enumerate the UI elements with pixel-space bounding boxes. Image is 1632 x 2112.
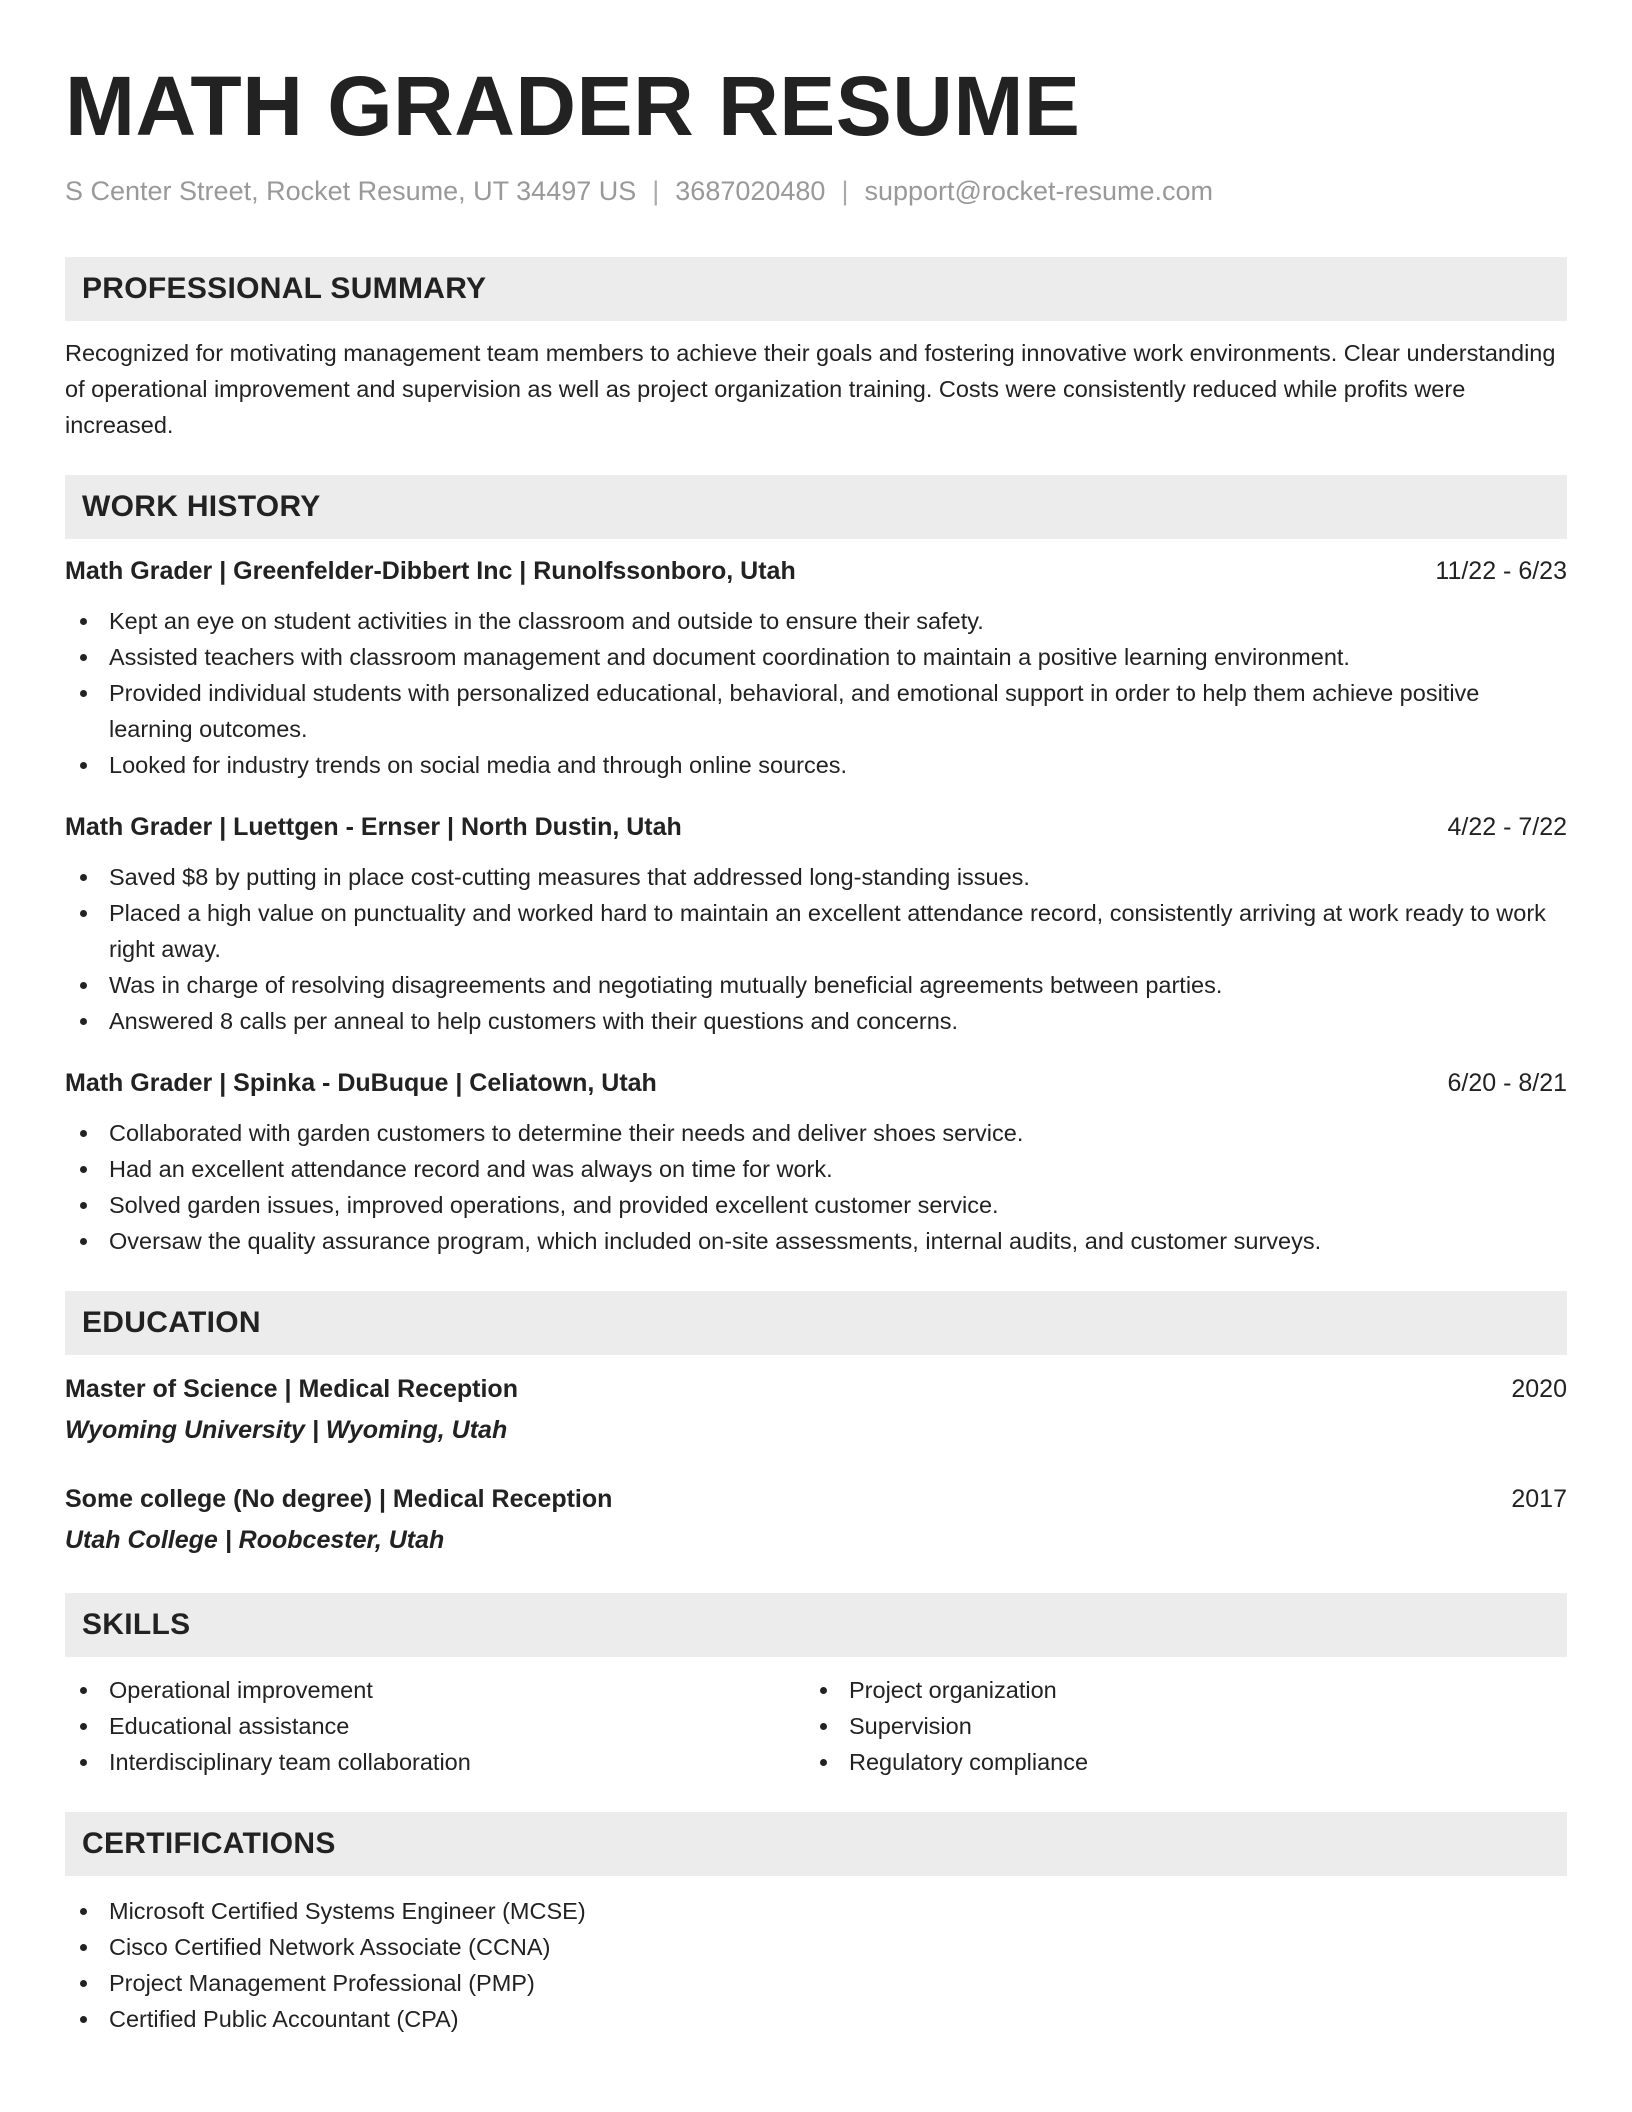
job-entry <box>65 813 1567 1039</box>
education-degree: Some college (No degree) | Medical Reception <box>65 1485 613 1513</box>
education-header <box>65 1485 1567 1514</box>
job-bullet: Was in charge of resolving disagreements and negotiating mutually beneficial agreements between parties. <box>65 967 1567 1003</box>
skill-item: Regulatory compliance <box>805 1744 1545 1780</box>
section-heading-education: EDUCATION <box>65 1291 1567 1355</box>
skill-item: Interdisciplinary team collaboration <box>65 1744 805 1780</box>
section-heading-work-history: WORK HISTORY <box>65 475 1567 539</box>
contact-address: S Center Street, Rocket Resume, UT 34497 US <box>65 176 637 206</box>
education-year: 2020 <box>1511 1375 1567 1403</box>
skill-item: Project organization <box>805 1672 1545 1708</box>
job-bullet: Placed a high value on punctuality and worked hard to maintain an excellent attendance record, consistently arriving at work ready to work right away. <box>65 895 1567 967</box>
job-dates: 4/22 - 7/22 <box>1447 813 1567 841</box>
job-title: Math Grader | Luettgen - Ernser | North Dustin, Utah <box>65 813 682 841</box>
contact-phone: 3687020480 <box>675 176 826 206</box>
job-title: Math Grader | Spinka - DuBuque | Celiatown, Utah <box>65 1069 657 1097</box>
education-entry <box>65 1375 1567 1445</box>
certification-item: Cisco Certified Network Associate (CCNA) <box>65 1929 1567 1965</box>
certifications-list <box>65 1893 1567 2037</box>
contact-separator: | <box>841 176 849 206</box>
job-header <box>65 1069 1567 1098</box>
job-dates: 6/20 - 8/21 <box>1447 1069 1567 1097</box>
job-bullets <box>65 1115 1567 1259</box>
resume-title: MATH GRADER RESUME <box>65 59 1081 153</box>
job-bullet: Answered 8 calls per anneal to help customers with their questions and concerns. <box>65 1003 1567 1039</box>
education-entry <box>65 1485 1567 1555</box>
contact-email: support@rocket-resume.com <box>864 176 1213 206</box>
certification-item: Project Management Professional (PMP) <box>65 1965 1567 2001</box>
job-header <box>65 557 1567 586</box>
certification-item: Microsoft Certified Systems Engineer (MCSE) <box>65 1893 1567 1929</box>
education-header <box>65 1375 1567 1404</box>
contact-line <box>65 176 1567 207</box>
summary-text: Recognized for motivating management team members to achieve their goals and fostering innovative work environments. Clear understanding of operational improvement and supervision as well as project organization training. Costs were consistently reduced while profits were increased. <box>65 340 1556 438</box>
education-year: 2017 <box>1511 1485 1567 1513</box>
section-heading-summary: PROFESSIONAL SUMMARY <box>65 257 1567 321</box>
skill-item: Educational assistance <box>65 1708 805 1744</box>
job-header <box>65 813 1567 842</box>
skill-item: Supervision <box>805 1708 1545 1744</box>
job-bullet: Assisted teachers with classroom management and document coordination to maintain a positive learning environment. <box>65 639 1567 675</box>
skills-columns <box>65 1672 1567 1780</box>
job-bullet: Kept an eye on student activities in the classroom and outside to ensure their safety. <box>65 603 1567 639</box>
job-bullet: Solved garden issues, improved operations, and provided excellent customer service. <box>65 1187 1567 1223</box>
job-entry <box>65 1069 1567 1259</box>
skill-item: Operational improvement <box>65 1672 805 1708</box>
job-title: Math Grader | Greenfelder-Dibbert Inc | Runolfssonboro, Utah <box>65 557 796 585</box>
job-bullets <box>65 603 1567 783</box>
job-bullet: Looked for industry trends on social media and through online sources. <box>65 747 1567 783</box>
certification-item: Certified Public Accountant (CPA) <box>65 2001 1567 2037</box>
section-heading-certifications: CERTIFICATIONS <box>65 1812 1567 1876</box>
job-bullet: Provided individual students with personalized educational, behavioral, and emotional support in order to help them achieve positive learning outcomes. <box>65 675 1567 747</box>
job-bullets <box>65 859 1567 1039</box>
job-dates: 11/22 - 6/23 <box>1435 557 1567 585</box>
education-school: Utah College | Roobcester, Utah <box>65 1526 445 1554</box>
skills-list-right <box>805 1672 1545 1780</box>
skills-list-left <box>65 1672 805 1780</box>
job-entry <box>65 557 1567 783</box>
education-school: Wyoming University | Wyoming, Utah <box>65 1416 508 1444</box>
job-bullet: Had an excellent attendance record and was always on time for work. <box>65 1151 1567 1187</box>
job-bullet: Saved $8 by putting in place cost-cutting measures that addressed long-standing issues. <box>65 859 1567 895</box>
contact-separator: | <box>652 176 660 206</box>
education-degree: Master of Science | Medical Reception <box>65 1375 518 1403</box>
section-heading-skills: SKILLS <box>65 1593 1567 1657</box>
job-bullet: Oversaw the quality assurance program, which included on-site assessments, internal audits, and customer surveys. <box>65 1223 1567 1259</box>
job-bullet: Collaborated with garden customers to determine their needs and deliver shoes service. <box>65 1115 1567 1151</box>
